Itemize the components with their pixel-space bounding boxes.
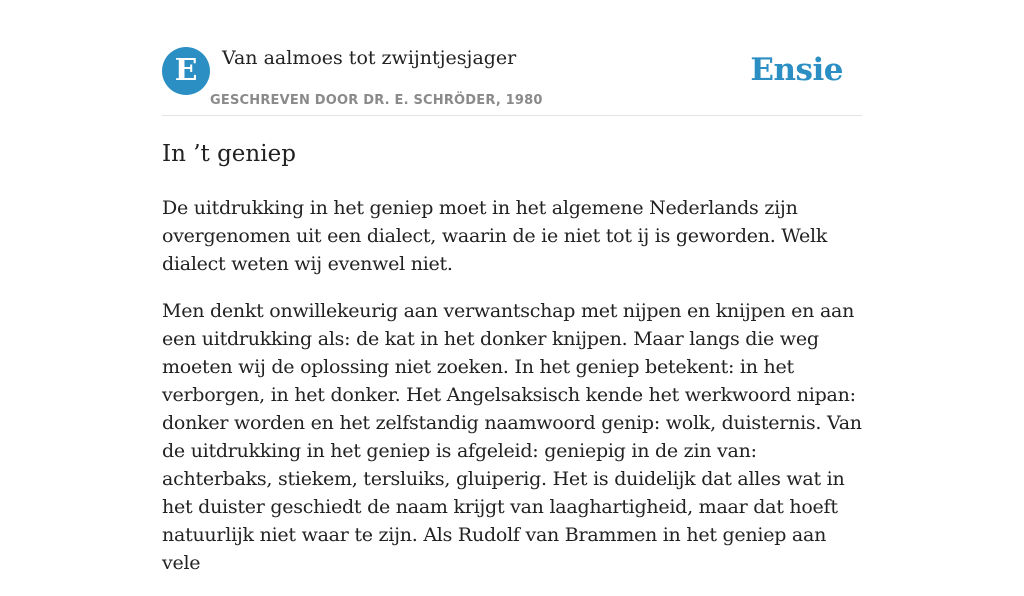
brand-logo-link[interactable]: Ensie: [750, 52, 843, 88]
article-paragraph: Men denkt onwillekeurig aan verwantschap met nijpen en knijpen en aan een uitdrukking als: de kat in het donker knijpen. Maar langs die weg moeten wij de oplossing niet zoeken. In het geniep betekent: in het verborgen, in het donker. Het Angelsaksisch kende het werkwoord nipan: donker worden en het zelfstandig naamwoord genip: wolk, duisternis. Van de uitdrukking in het geniep is afgeleid: geniepig in de zin van: achterbaks, stiekem, tersluiks, gluiperig. Het is duidelijk dat alles wat in het duister geschiedt de naam krijgt van laaghartigheid, maar dat hoeft natuurlijk niet waar te zijn. Als Rudolf van Brammen in het geniep aan vele: [162, 300, 862, 574]
article: [162, 138, 867, 596]
ensie-logo-icon[interactable]: E: [162, 47, 210, 95]
article-title: In ’t geniep: [162, 141, 296, 167]
article-paragraph: De uitdrukking in het geniep moet in het algemene Nederlands zijn overgenomen uit een dialect, waarin de ie niet tot ij is geworden. Welk dialect weten wij evenwel niet.: [162, 197, 828, 275]
header-divider: [162, 115, 862, 116]
byline: GESCHREVEN DOOR DR. E. SCHRÖDER, 1980: [210, 93, 543, 108]
book-title-link[interactable]: Van aalmoes tot zwijntjesjager: [222, 47, 517, 69]
header: [162, 46, 862, 116]
